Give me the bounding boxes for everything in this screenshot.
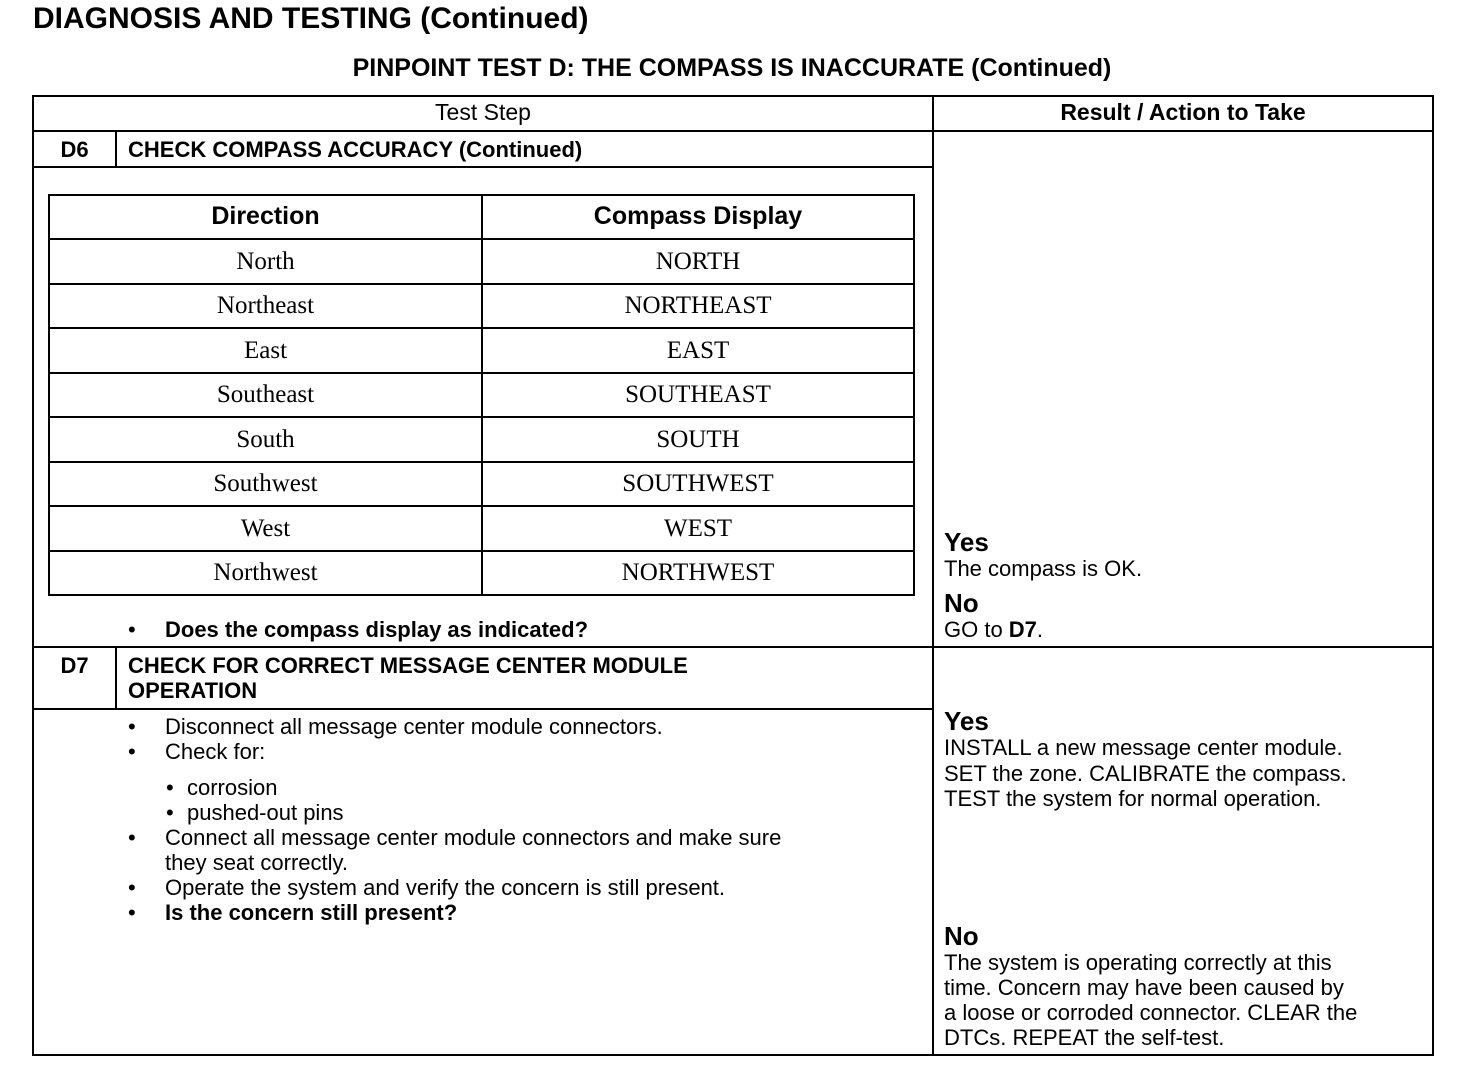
check-item: corrosion bbox=[187, 775, 278, 800]
sub-bullet-icon: • bbox=[166, 775, 174, 800]
step-id-d6: D6 bbox=[60, 137, 89, 162]
result-yes-label: Yes bbox=[944, 527, 989, 557]
column-header-result: Result / Action to Take bbox=[1060, 99, 1306, 125]
step-instruction-line1: Connect all message center module connectors and make sure bbox=[165, 825, 782, 850]
bullet-icon: • bbox=[128, 875, 136, 900]
compass-row-display: WEST bbox=[663, 515, 733, 542]
section-title: DIAGNOSIS AND TESTING (Continued) bbox=[33, 2, 589, 35]
step-title-d7-line2: OPERATION bbox=[128, 678, 258, 703]
result-no-line: The system is operating correctly at this bbox=[944, 950, 1332, 975]
compass-row-direction: Southeast bbox=[216, 381, 315, 408]
step-question-d6: Does the compass display as indicated? bbox=[165, 617, 589, 642]
result-yes-label: Yes bbox=[944, 706, 989, 736]
goto-step-link[interactable]: D7 bbox=[1008, 617, 1037, 642]
result-no-line: time. Concern may have been caused by bbox=[944, 975, 1344, 1000]
step-instruction-line2: they seat correctly. bbox=[165, 850, 348, 875]
pinpoint-test-title: PINPOINT TEST D: THE COMPASS IS INACCURATE (Continued) bbox=[352, 54, 1112, 82]
compass-row-direction: West bbox=[240, 515, 291, 542]
compass-row-direction: South bbox=[236, 426, 295, 453]
bullet-icon: • bbox=[128, 900, 136, 925]
compass-row-direction: East bbox=[243, 337, 288, 364]
result-no-line: a loose or corroded connector. CLEAR the bbox=[944, 1000, 1358, 1025]
result-no-suffix: . bbox=[1036, 617, 1044, 642]
compass-row-direction: Northeast bbox=[216, 292, 315, 319]
result-no-line: DTCs. REPEAT the self-test. bbox=[944, 1025, 1225, 1050]
compass-row-display: SOUTHEAST bbox=[625, 381, 771, 408]
result-no-prefix: GO to bbox=[944, 617, 1009, 642]
step-id-d7: D7 bbox=[60, 653, 89, 678]
result-yes-line: SET the zone. CALIBRATE the compass. bbox=[944, 761, 1347, 786]
column-header-test-step: Test Step bbox=[435, 99, 531, 125]
compass-header-direction: Direction bbox=[211, 202, 320, 230]
compass-row-direction: North bbox=[236, 248, 295, 275]
step-title-d7-line1: CHECK FOR CORRECT MESSAGE CENTER MODULE bbox=[128, 653, 688, 678]
compass-row-display: NORTHWEST bbox=[621, 559, 775, 586]
result-no-label: No bbox=[944, 921, 979, 951]
compass-row-display: EAST bbox=[666, 337, 730, 364]
step-title-d6: CHECK COMPASS ACCURACY (Continued) bbox=[128, 137, 583, 162]
bullet-icon: • bbox=[128, 714, 136, 739]
bullet-icon: • bbox=[128, 825, 136, 850]
compass-row-direction: Northwest bbox=[213, 559, 318, 586]
step-instruction: Check for: bbox=[165, 739, 266, 764]
bullet-icon: • bbox=[128, 617, 136, 642]
result-yes-line: INSTALL a new message center module. bbox=[944, 735, 1343, 760]
compass-row-display: NORTHEAST bbox=[624, 292, 772, 319]
step-instruction: Operate the system and verify the concern is still present. bbox=[165, 875, 726, 900]
step-question-d7: Is the concern still present? bbox=[165, 900, 458, 925]
result-no-text bbox=[944, 617, 1043, 642]
result-yes-text: The compass is OK. bbox=[944, 556, 1143, 581]
step-instruction: Disconnect all message center module connectors. bbox=[165, 714, 663, 739]
result-yes-line: TEST the system for normal operation. bbox=[944, 786, 1322, 811]
bullet-icon: • bbox=[128, 739, 136, 764]
check-item: pushed-out pins bbox=[187, 800, 344, 825]
compass-header-display: Compass Display bbox=[593, 202, 803, 230]
compass-row-display: SOUTH bbox=[656, 426, 740, 453]
result-no-label: No bbox=[944, 588, 979, 618]
compass-row-display: NORTH bbox=[655, 248, 741, 275]
compass-row-direction: Southwest bbox=[213, 470, 318, 497]
compass-row-display: SOUTHWEST bbox=[622, 470, 774, 497]
sub-bullet-icon: • bbox=[166, 800, 174, 825]
